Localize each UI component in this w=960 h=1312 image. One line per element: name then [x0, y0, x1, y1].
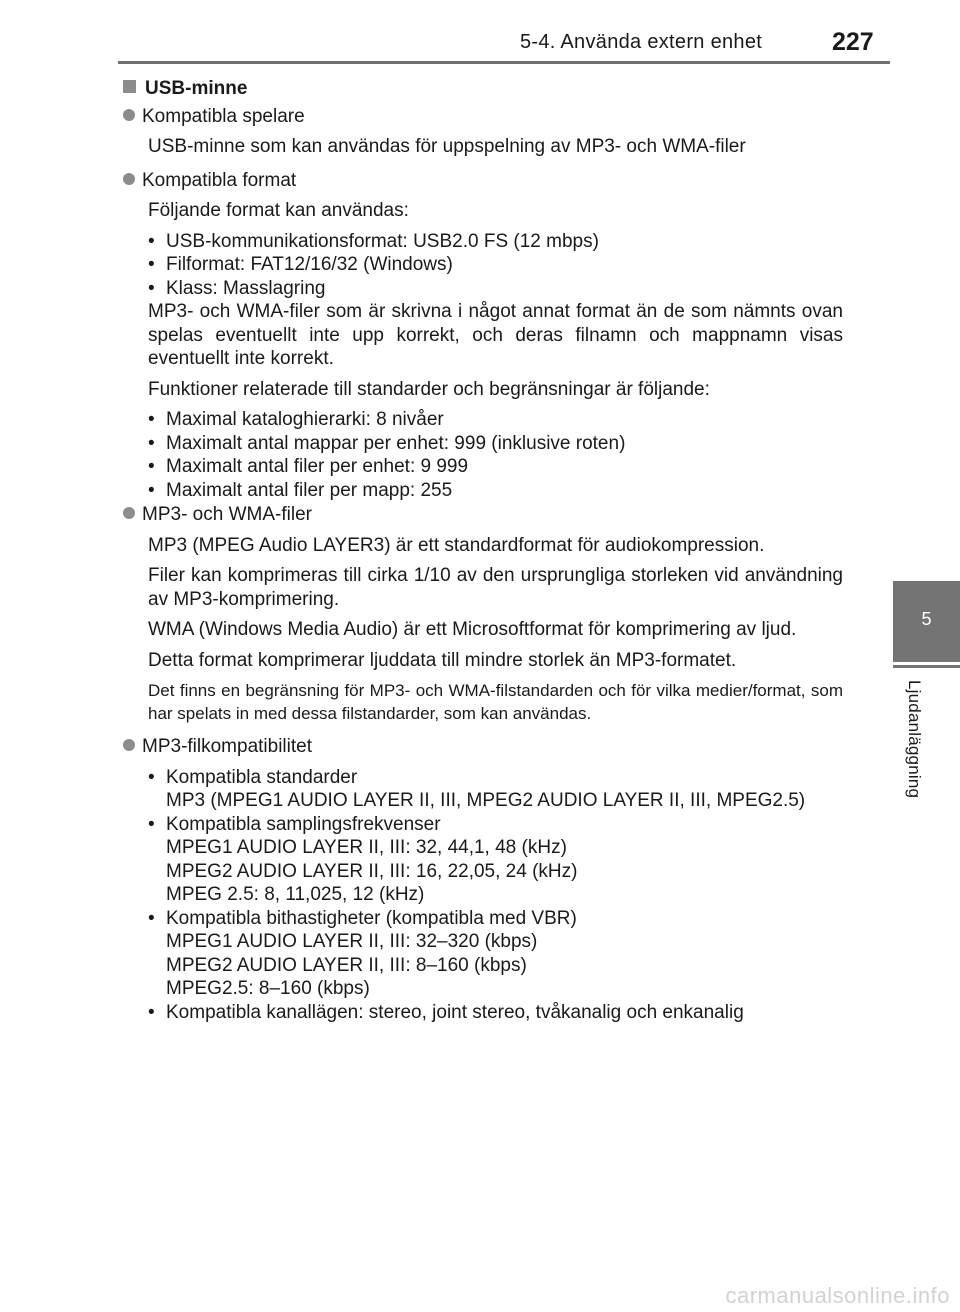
section-title: 5-4. Använda extern enhet — [520, 31, 763, 53]
section-heading-text: USB-minne — [145, 78, 248, 99]
chapter-title: Ljudanläggning — [905, 680, 924, 799]
list-item-text: Maximalt antal filer per enhet: 9 999 — [166, 456, 469, 477]
circle-bullet-icon — [123, 109, 135, 121]
list-item-text: USB-kommunikationsformat: USB2.0 FS (12 mbps) — [166, 230, 599, 252]
page-number: 227 — [832, 28, 874, 56]
topic-title: MP3- och WMA-filer — [142, 504, 312, 525]
list-item-text: Filformat: FAT12/16/32 (Windows) — [166, 254, 453, 275]
list-item: • Maximal kataloghierarki: 8 nivåer — [148, 409, 444, 430]
list-item-detail: MPEG2 AUDIO LAYER II, III: 8–160 (kbps) — [166, 954, 527, 976]
list-item-detail: MP3 (MPEG1 AUDIO LAYER II, III, MPEG2 AUDIO LAYER II, III, MPEG2.5) — [166, 790, 806, 811]
list-item-text: Maximalt antal filer per mapp: 255 — [166, 479, 453, 501]
list-item: • Maximalt antal filer per enhet: 9 999 — [148, 456, 469, 477]
topic-compatible-formats — [123, 169, 843, 193]
paragraph-note: Det finns en begränsning för MP3- och WMA-filstandarden och för vilka medier/format, som har spelats in med dessa filstandarder, som kan användas. — [148, 681, 843, 723]
list-item: • USB-kommunikationsformat: USB2.0 FS (12 mbps) — [148, 230, 599, 252]
circle-bullet-icon — [123, 739, 135, 751]
main-content — [123, 77, 843, 1024]
list-item: • Klass: Masslagring — [148, 277, 326, 299]
paragraph: Följande format kan användas: — [148, 200, 409, 221]
circle-bullet-icon — [123, 173, 135, 185]
list-item-text: Maximal kataloghierarki: 8 nivåer — [166, 409, 444, 430]
format-list — [148, 230, 843, 371]
paragraph: MP3 (MPEG Audio LAYER3) är ett standardformat för audiokompression. — [148, 534, 765, 556]
paragraph: Funktioner relaterade till standarder och begränsningar är följande: — [148, 378, 710, 400]
list-item: • Kompatibla standarder MP3 (MPEG1 AUDIO LAYER II, III, MPEG2 AUDIO LAYER II, III, MPEG2.5) — [148, 766, 843, 813]
limits-list — [148, 408, 843, 502]
header-rule — [118, 61, 890, 64]
list-item-label: Kompatibla samplingsfrekvenser — [166, 813, 441, 835]
list-item-text: Klass: Masslagring — [166, 277, 326, 299]
topic-title: Kompatibla spelare — [142, 105, 305, 127]
list-item-label: Kompatibla bithastigheter (kompatibla med VBR) — [166, 907, 577, 929]
list-item-detail: MPEG2 AUDIO LAYER II, III: 16, 22,05, 24 (kHz) — [166, 860, 578, 882]
topic-mp3-compatibility — [123, 735, 843, 759]
list-item-detail: MPEG1 AUDIO LAYER II, III: 32–320 (kbps) — [166, 931, 538, 952]
list-item-detail: MPEG 2.5: 8, 11,025, 12 (kHz) — [166, 884, 425, 905]
chapter-tab — [893, 581, 960, 662]
section-heading — [123, 77, 843, 101]
chapter-tab-rule — [893, 665, 960, 668]
topic-title: Kompatibla format — [142, 169, 297, 191]
paragraph: Filer kan komprimeras till cirka 1/10 av den ursprungliga storleken vid användning av MP3-komprimering. — [148, 565, 843, 610]
paragraph: USB-minne som kan användas för uppspelning av MP3- och WMA-filer — [148, 136, 746, 157]
list-item: • Kompatibla samplingsfrekvenser MPEG1 AUDIO LAYER II, III: 32, 44,1, 48 (kHz) MPEG2 AUDIO LAYER II, III: 16, 22,05, 24 (kHz) MPEG 2.5: 8, 11,025, 12 (kHz) — [148, 813, 843, 907]
circle-bullet-icon — [123, 507, 135, 519]
watermark: carmanualsonline.info — [725, 1283, 950, 1308]
list-item-detail: MPEG1 AUDIO LAYER II, III: 32, 44,1, 48 (kHz) — [166, 837, 567, 858]
square-bullet-icon — [123, 80, 136, 93]
list-item: • Maximalt antal filer per mapp: 255 — [148, 479, 453, 501]
chapter-number: 5 — [921, 609, 932, 629]
compatibility-list — [148, 766, 843, 1025]
list-item: • Filformat: FAT12/16/32 (Windows) — [148, 254, 453, 275]
topic-compatible-players — [123, 105, 843, 129]
paragraph: WMA (Windows Media Audio) är ett Microsoftformat för komprimering av ljud. — [148, 619, 797, 640]
list-item-text: Maximalt antal mappar per enhet: 999 (inklusive roten) — [166, 432, 626, 454]
format-note: MP3- och WMA-filer som är skrivna i något annat format än de som nämnts ovan spelas eventuellt inte upp korrekt, och deras filnamn och mappnamn visas eventuellt inte korrekt. — [148, 301, 843, 369]
list-item-label: Kompatibla standarder — [166, 766, 358, 788]
list-item: • Maximalt antal mappar per enhet: 999 (inklusive roten) — [148, 432, 626, 454]
list-item-label: Kompatibla kanallägen: stereo, joint stereo, tvåkanalig och enkanalig — [166, 1001, 744, 1023]
paragraph: Detta format komprimerar ljuddata till mindre storlek än MP3-formatet. — [148, 649, 737, 671]
list-item-detail: MPEG2.5: 8–160 (kbps) — [166, 978, 370, 999]
list-item: • Kompatibla bithastigheter (kompatibla med VBR) MPEG1 AUDIO LAYER II, III: 32–320 (kbps) MPEG2 AUDIO LAYER II, III: 8–160 (kbps) MPEG2.5: 8–160 (kbps) — [148, 907, 843, 1001]
list-item: • Kompatibla kanallägen: stereo, joint stereo, tvåkanalig och enkanalig — [148, 1001, 744, 1023]
topic-mp3-wma-files — [123, 503, 843, 527]
topic-title: MP3-filkompatibilitet — [142, 736, 312, 757]
